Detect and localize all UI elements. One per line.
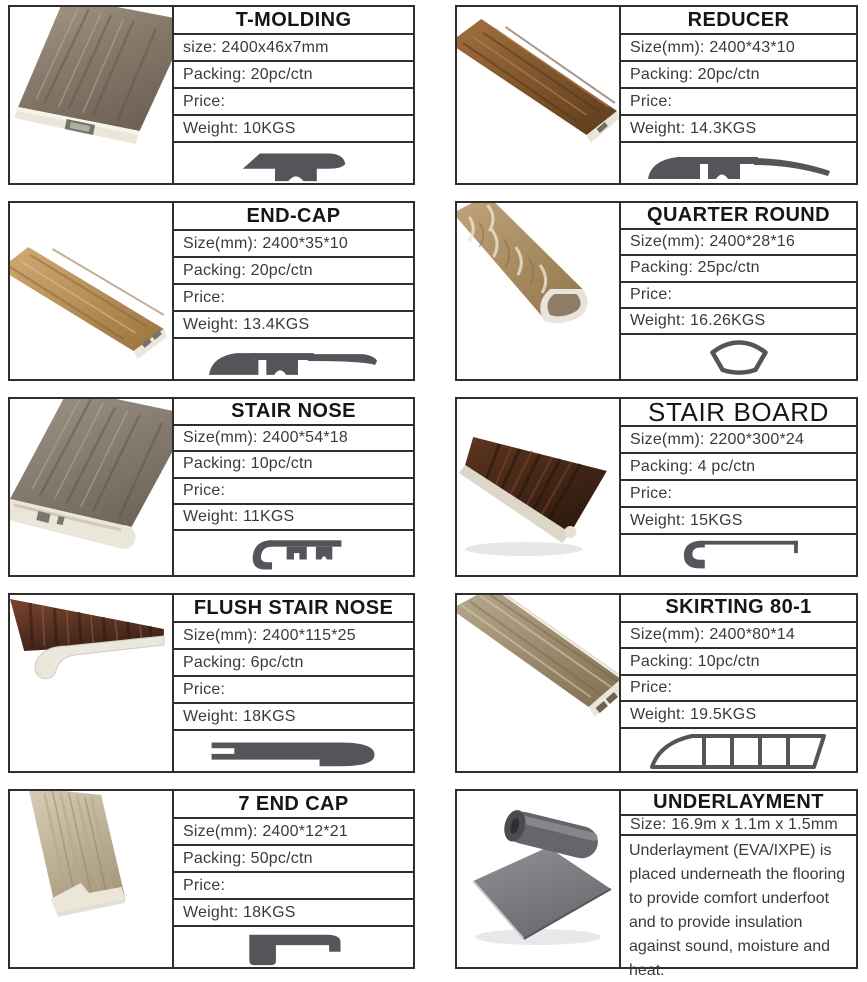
price-row: Price:	[174, 677, 413, 704]
size-row: Size(mm): 2400*54*18	[174, 426, 413, 452]
packing-row: Packing: 6pc/ctn	[174, 650, 413, 677]
quarter-round-photo	[457, 203, 621, 379]
price-row: Price:	[174, 479, 413, 505]
weight-row: Weight: 18KGS	[174, 704, 413, 731]
packing-row: Packing: 10pc/ctn	[174, 452, 413, 478]
end-cap-photo	[10, 203, 174, 379]
quarter-round-specs-table	[621, 203, 856, 379]
product-title: END-CAP	[174, 203, 413, 231]
product-card-stair-board	[455, 397, 858, 577]
underlayment-photo-image	[457, 791, 619, 967]
skirting-profile-shape	[646, 731, 831, 771]
stair-board-profile-icon	[621, 535, 856, 575]
weight-row: Weight: 19.5KGS	[621, 702, 856, 729]
seven-end-cap-photo	[10, 791, 174, 967]
packing-row: Packing: 20pc/ctn	[174, 62, 413, 89]
stair-board-specs-table	[621, 396, 856, 575]
underlayment-specs-table	[621, 791, 856, 979]
flush-stair-nose-specs-table	[174, 595, 413, 771]
weight-row: Weight: 14.3KGS	[621, 116, 856, 143]
product-card-7-end-cap	[8, 789, 415, 969]
price-row: Price:	[174, 285, 413, 312]
quarter-round-profile-icon	[621, 335, 856, 379]
quarter-round-profile-shape	[695, 337, 783, 379]
product-card-t-molding	[8, 5, 415, 185]
seven-end-cap-profile-icon	[174, 927, 413, 967]
packing-row: Packing: 50pc/ctn	[174, 846, 413, 873]
product-title: T-MOLDING	[174, 7, 413, 35]
packing-row: Packing: 4 pc/ctn	[621, 454, 856, 481]
skirting-photo	[457, 595, 621, 771]
price-row: Price:	[621, 283, 856, 309]
t-molding-specs-table	[174, 7, 413, 183]
size-row: Size(mm): 2400*28*16	[621, 230, 856, 256]
flush-stair-nose-photo-image	[10, 595, 172, 771]
seven-end-cap-photo-image	[10, 791, 172, 967]
product-title: 7 END CAP	[174, 791, 413, 819]
reducer-profile-shape	[644, 147, 834, 181]
t-molding-photo-image	[10, 7, 172, 183]
packing-row: Packing: 20pc/ctn	[621, 62, 856, 89]
product-card-underlayment	[455, 789, 858, 979]
underlayment-photo	[457, 791, 621, 967]
product-title: QUARTER ROUND	[621, 203, 856, 230]
flush-stair-nose-profile-icon	[174, 731, 413, 771]
stair-nose-photo-image	[10, 399, 172, 575]
stair-board-photo	[457, 399, 621, 575]
packing-row: Packing: 20pc/ctn	[174, 258, 413, 285]
packing-row: Packing: 10pc/ctn	[621, 649, 856, 676]
end-cap-profile-shape	[205, 343, 383, 377]
reducer-photo-image	[457, 7, 619, 183]
end-cap-profile-icon	[174, 339, 413, 379]
size-row: Size(mm): 2200*300*24	[621, 427, 856, 454]
product-card-flush-stair-nose	[8, 593, 415, 773]
size-row: size: 2400x46x7mm	[174, 35, 413, 62]
weight-row: Weight: 10KGS	[174, 116, 413, 143]
price-row: Price:	[621, 481, 856, 508]
packing-row: Packing: 25pc/ctn	[621, 256, 856, 282]
seven-end-cap-specs-table	[174, 791, 413, 967]
weight-row: Weight: 15KGS	[621, 508, 856, 535]
size-row: Size(mm): 2400*12*21	[174, 819, 413, 846]
underlayment-description: Underlayment (EVA/IXPE) is placed underneath the flooring to provide comfort underfoot and to provide insulation against sound, moisture and heat.	[629, 842, 846, 979]
stair-board-profile-shape	[671, 537, 806, 575]
size-row: Size(mm): 2400*80*14	[621, 623, 856, 650]
weight-row: Weight: 16.26KGS	[621, 309, 856, 335]
reducer-photo	[457, 7, 621, 183]
product-title: UNDERLAYMENT	[621, 791, 856, 816]
size-row: Size(mm): 2400*43*10	[621, 35, 856, 62]
reducer-specs-table	[621, 7, 856, 183]
stair-nose-profile-icon	[174, 531, 413, 575]
weight-row: Weight: 18KGS	[174, 900, 413, 927]
size-row: Size(mm): 2400*35*10	[174, 231, 413, 258]
product-card-stair-nose	[8, 397, 415, 577]
size-row: Size(mm): 2400*115*25	[174, 623, 413, 650]
end-cap-specs-table	[174, 203, 413, 379]
price-row: Price:	[621, 676, 856, 703]
stair-nose-profile-shape	[236, 533, 351, 575]
reducer-profile-icon	[621, 143, 856, 183]
size-row: Size: 16.9m x 1.1m x 1.5mm	[621, 816, 856, 836]
stair-nose-specs-table	[174, 399, 413, 575]
product-grid	[8, 5, 858, 979]
skirting-profile-icon	[621, 729, 856, 771]
product-card-reducer	[455, 5, 858, 185]
product-card-skirting-80-1	[455, 593, 858, 773]
t-molding-profile-shape	[234, 145, 354, 183]
weight-row: Weight: 11KGS	[174, 505, 413, 531]
product-title: REDUCER	[621, 7, 856, 35]
product-title: SKIRTING 80-1	[621, 595, 856, 623]
product-title: STAIR BOARD	[621, 399, 856, 427]
product-title: FLUSH STAIR NOSE	[174, 595, 413, 623]
weight-row: Weight: 13.4KGS	[174, 312, 413, 339]
skirting-photo-image	[457, 595, 619, 771]
product-card-end-cap	[8, 201, 415, 381]
end-cap-photo-image	[10, 203, 172, 379]
t-molding-profile-icon	[174, 143, 413, 183]
flush-stair-nose-photo	[10, 595, 174, 771]
product-title: STAIR NOSE	[174, 399, 413, 426]
quarter-round-photo-image	[457, 203, 619, 379]
stair-board-photo-image	[457, 399, 619, 575]
skirting-specs-table	[621, 595, 856, 771]
price-row: Price:	[174, 89, 413, 116]
seven-end-cap-profile-shape	[241, 929, 346, 967]
price-row: Price:	[174, 873, 413, 900]
price-row: Price:	[621, 89, 856, 116]
flush-stair-nose-profile-shape	[201, 734, 386, 770]
stair-nose-photo	[10, 399, 174, 575]
t-molding-photo	[10, 7, 174, 183]
product-card-quarter-round	[455, 201, 858, 381]
